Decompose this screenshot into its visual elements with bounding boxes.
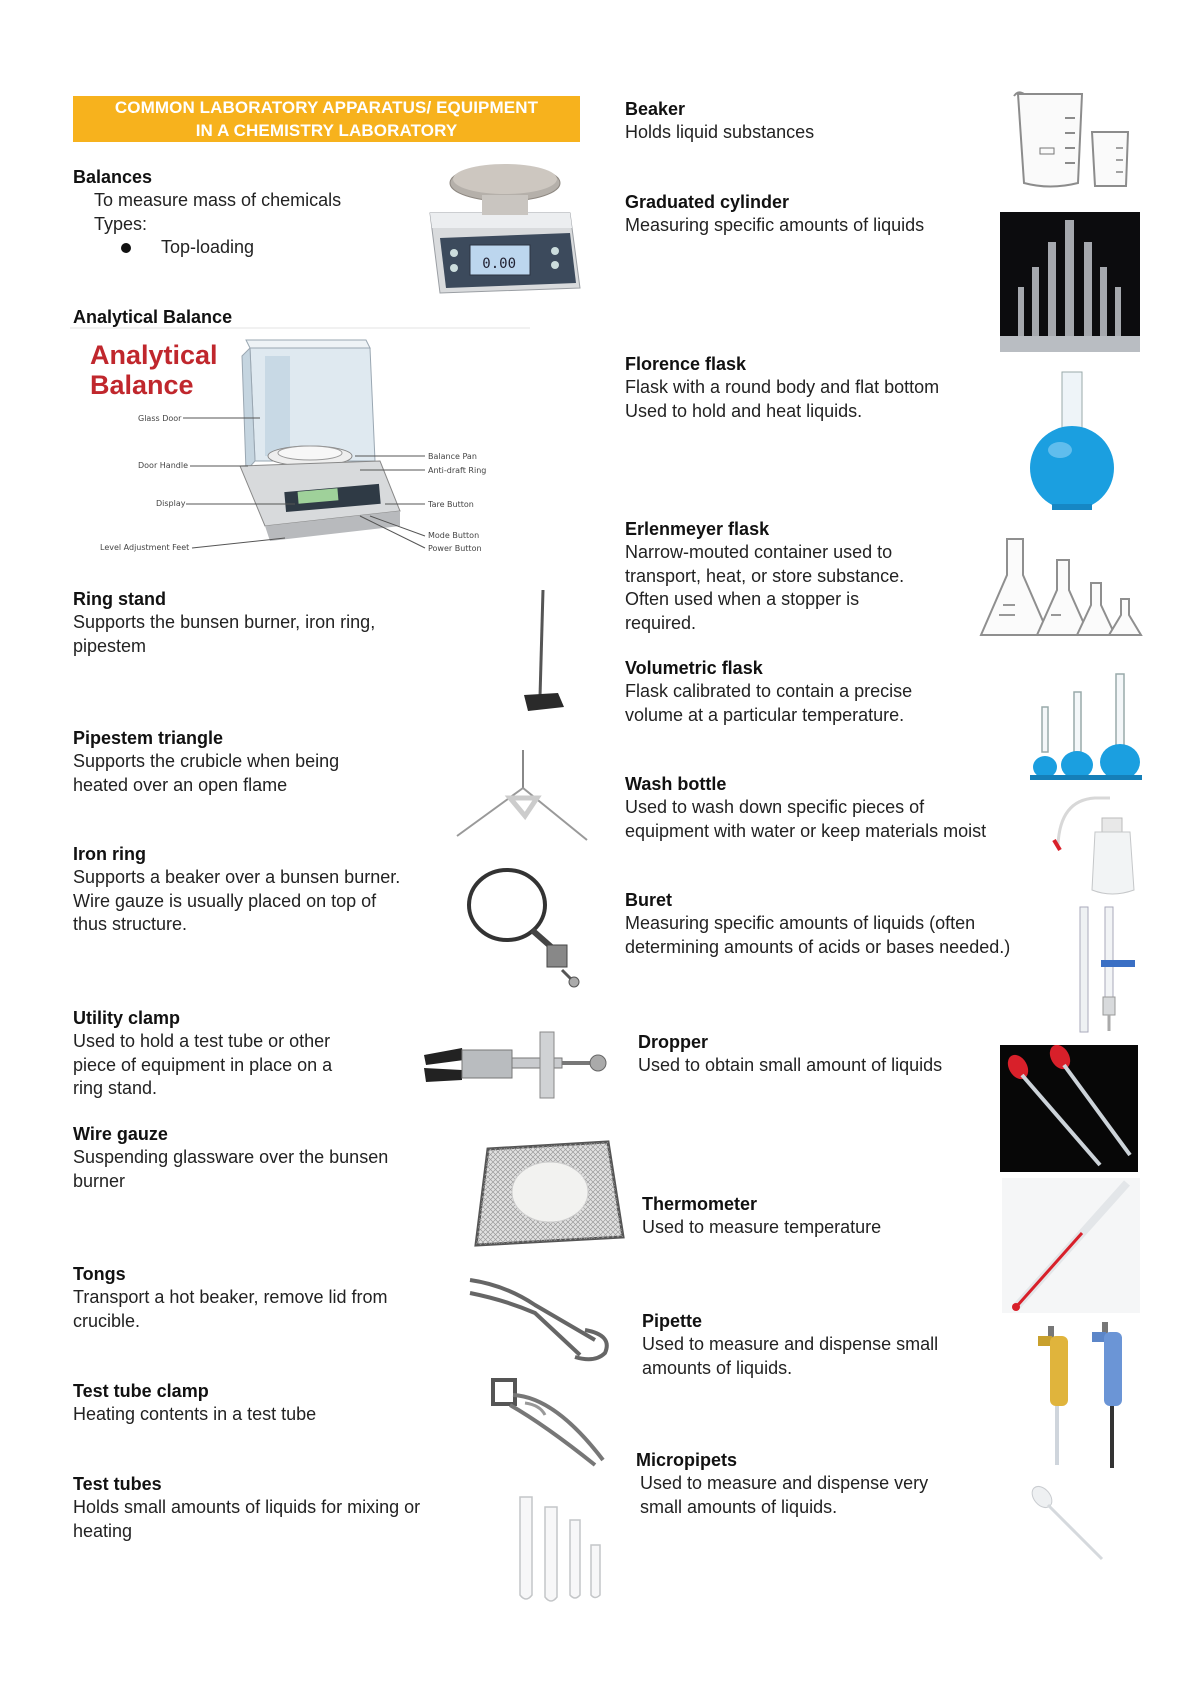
graduated-cylinder-section bbox=[625, 191, 924, 238]
iron-ring-desc-2: Wire gauze is usually placed on top of bbox=[73, 890, 377, 911]
test-tubes-section bbox=[73, 1473, 420, 1543]
wire-gauze-title: Wire gauze bbox=[73, 1124, 168, 1144]
pipette-icon bbox=[1030, 1320, 1140, 1470]
ring-stand-icon bbox=[510, 585, 570, 715]
volumetric-flask-section bbox=[625, 657, 912, 727]
erlenmeyer-flask-section bbox=[625, 518, 904, 635]
buret-section bbox=[625, 889, 1010, 959]
pipestem-desc-1: Supports the crubicle when being bbox=[73, 751, 340, 771]
beaker-desc-1: Holds liquid substances bbox=[625, 122, 815, 142]
test-tube-clamp-icon bbox=[485, 1375, 615, 1470]
volumetric-flask-icon bbox=[1030, 672, 1145, 782]
balances-title: Balances bbox=[73, 167, 153, 187]
label-anti-draft-ring: Anti-draft Ring bbox=[428, 466, 487, 475]
buret-desc-1: Measuring specific amounts of liquids (often bbox=[625, 913, 976, 933]
pipestem-triangle-icon bbox=[455, 748, 590, 843]
iron-ring-desc-1: Supports a beaker over a bunsen burner. bbox=[73, 867, 401, 887]
pipette-section bbox=[642, 1310, 938, 1380]
analytical-balance-title: Analytical Balance bbox=[73, 307, 233, 327]
micropipets-section bbox=[636, 1449, 928, 1519]
utility-clamp-desc-2: piece of equipment in place on a bbox=[73, 1054, 333, 1075]
graduated-cylinder-icon bbox=[1000, 212, 1140, 352]
florence-flask-desc-1: Flask with a round body and flat bottom bbox=[625, 377, 940, 397]
label-mode-button: Mode Button bbox=[428, 531, 480, 540]
balances-bullet-item bbox=[73, 236, 341, 260]
thermometer-icon bbox=[1002, 1178, 1140, 1313]
label-display: Display bbox=[156, 499, 186, 508]
utility-clamp-desc-3: ring stand. bbox=[73, 1078, 158, 1098]
graduated-cylinder-desc-1: Measuring specific amounts of liquids bbox=[625, 215, 925, 235]
wash-bottle-desc-1: Used to wash down specific pieces of bbox=[625, 797, 925, 817]
erlenmeyer-flask-icon bbox=[975, 535, 1145, 645]
test-tubes-desc-1: Holds small amounts of liquids for mixing or bbox=[73, 1497, 421, 1517]
balances-desc: To measure mass of chemicals bbox=[94, 190, 342, 210]
volumetric-flask-title: Volumetric flask bbox=[625, 658, 763, 678]
thermometer-section bbox=[642, 1193, 881, 1240]
pipestem-title: Pipestem triangle bbox=[73, 728, 224, 748]
iron-ring-title: Iron ring bbox=[73, 844, 146, 864]
ring-stand-desc-1: Supports the bunsen burner, iron ring, bbox=[73, 612, 376, 632]
label-glass-door: Glass Door bbox=[138, 414, 182, 423]
iron-ring-desc-3: thus structure. bbox=[73, 914, 188, 934]
buret-title: Buret bbox=[625, 890, 673, 910]
buret-icon bbox=[1075, 905, 1140, 1035]
beaker-section bbox=[625, 98, 814, 145]
florence-flask-section bbox=[625, 353, 939, 423]
micropipets-desc-1: Used to measure and dispense very bbox=[640, 1473, 929, 1493]
erlenmeyer-flask-desc-3: Often used when a stopper is bbox=[625, 589, 860, 609]
ring-stand-desc-2: pipestem bbox=[73, 635, 147, 656]
analytical-balance-diagram bbox=[70, 326, 530, 566]
wire-gauze-desc-1: Suspending glassware over the bunsen bbox=[73, 1147, 389, 1167]
wire-gauze-section bbox=[73, 1123, 388, 1193]
ring-stand-section bbox=[73, 588, 375, 658]
test-tube-clamp-title: Test tube clamp bbox=[73, 1381, 209, 1401]
micropipet-icon bbox=[1030, 1485, 1110, 1565]
tongs-desc-2: crucible. bbox=[73, 1310, 141, 1331]
tongs-section bbox=[73, 1263, 387, 1333]
wire-gauze-icon bbox=[468, 1137, 628, 1252]
page-title-banner bbox=[73, 96, 580, 142]
test-tubes-icon bbox=[515, 1495, 615, 1605]
diagram-title-line-1: Analytical bbox=[90, 340, 218, 370]
graduated-cylinder-title: Graduated cylinder bbox=[625, 192, 790, 212]
utility-clamp-icon bbox=[422, 1030, 612, 1100]
balance-icon bbox=[420, 153, 585, 298]
pipestem-section bbox=[73, 727, 339, 797]
wire-gauze-desc-2: burner bbox=[73, 1170, 126, 1191]
beaker-title: Beaker bbox=[625, 99, 686, 119]
beaker-icon bbox=[1010, 88, 1135, 193]
iron-ring-section bbox=[73, 843, 400, 937]
volumetric-flask-desc-1: Flask calibrated to contain a precise bbox=[625, 681, 913, 701]
utility-clamp-title: Utility clamp bbox=[73, 1008, 181, 1028]
wash-bottle-desc-2: equipment with water or keep materials moist bbox=[625, 820, 987, 841]
buret-desc-2: determining amounts of acids or bases needed.) bbox=[625, 936, 1011, 957]
wash-bottle-title: Wash bottle bbox=[625, 774, 727, 794]
balances-types-label: Types: bbox=[94, 213, 148, 234]
florence-flask-desc-2: Used to hold and heat liquids. bbox=[625, 400, 863, 421]
micropipets-title: Micropipets bbox=[636, 1450, 738, 1470]
tongs-desc-1: Transport a hot beaker, remove lid from bbox=[73, 1287, 388, 1307]
pipestem-desc-2: heated over an open flame bbox=[73, 774, 288, 795]
florence-flask-icon bbox=[1022, 370, 1122, 515]
test-tube-clamp-section bbox=[73, 1380, 316, 1427]
thermometer-desc-1: Used to measure temperature bbox=[642, 1217, 882, 1237]
page-title-line-1: COMMON LABORATORY APPARATUS/ EQUIPMENT bbox=[114, 98, 539, 117]
dropper-title: Dropper bbox=[638, 1032, 709, 1052]
ring-stand-title: Ring stand bbox=[73, 589, 166, 609]
dropper-section bbox=[638, 1031, 942, 1078]
test-tubes-title: Test tubes bbox=[73, 1474, 162, 1494]
label-level-feet: Level Adjustment Feet bbox=[100, 543, 190, 552]
thermometer-title: Thermometer bbox=[642, 1194, 758, 1214]
balances-section bbox=[73, 166, 341, 260]
wash-bottle-section bbox=[625, 773, 986, 843]
label-door-handle: Door Handle bbox=[138, 461, 188, 470]
micropipets-desc-2: small amounts of liquids. bbox=[640, 1496, 838, 1517]
test-tubes-desc-2: heating bbox=[73, 1520, 133, 1541]
iron-ring-icon bbox=[462, 860, 592, 990]
pipette-title: Pipette bbox=[642, 1311, 703, 1331]
tongs-title: Tongs bbox=[73, 1264, 126, 1284]
dropper-desc-1: Used to obtain small amount of liquids bbox=[638, 1055, 943, 1075]
pipette-desc-1: Used to measure and dispense small bbox=[642, 1334, 939, 1354]
label-balance-pan: Balance Pan bbox=[428, 452, 477, 461]
florence-flask-title: Florence flask bbox=[625, 354, 747, 374]
volumetric-flask-desc-2: volume at a particular temperature. bbox=[625, 704, 905, 725]
balance-display-readout: 0.00 bbox=[482, 256, 516, 272]
utility-clamp-desc-1: Used to hold a test tube or other bbox=[73, 1031, 331, 1051]
label-power-button: Power Button bbox=[428, 544, 482, 553]
utility-clamp-section bbox=[73, 1007, 332, 1101]
pipette-desc-2: amounts of liquids. bbox=[642, 1357, 793, 1378]
wash-bottle-icon bbox=[1050, 790, 1140, 900]
tongs-icon bbox=[465, 1275, 615, 1365]
bullet-icon bbox=[121, 243, 131, 253]
page-title-line-2: IN A CHEMISTRY LABORATORY bbox=[195, 121, 458, 140]
balances-bullet-text: Top-loading bbox=[161, 237, 255, 257]
label-tare-button: Tare Button bbox=[428, 500, 474, 509]
erlenmeyer-flask-desc-4: required. bbox=[625, 612, 697, 633]
erlenmeyer-flask-title: Erlenmeyer flask bbox=[625, 519, 770, 539]
dropper-icon bbox=[1000, 1045, 1138, 1172]
diagram-title-line-2: Balance bbox=[90, 370, 194, 400]
erlenmeyer-flask-desc-2: transport, heat, or store substance. bbox=[625, 565, 905, 586]
erlenmeyer-flask-desc-1: Narrow-mouted container used to bbox=[625, 542, 893, 562]
test-tube-clamp-desc-1: Heating contents in a test tube bbox=[73, 1404, 317, 1424]
